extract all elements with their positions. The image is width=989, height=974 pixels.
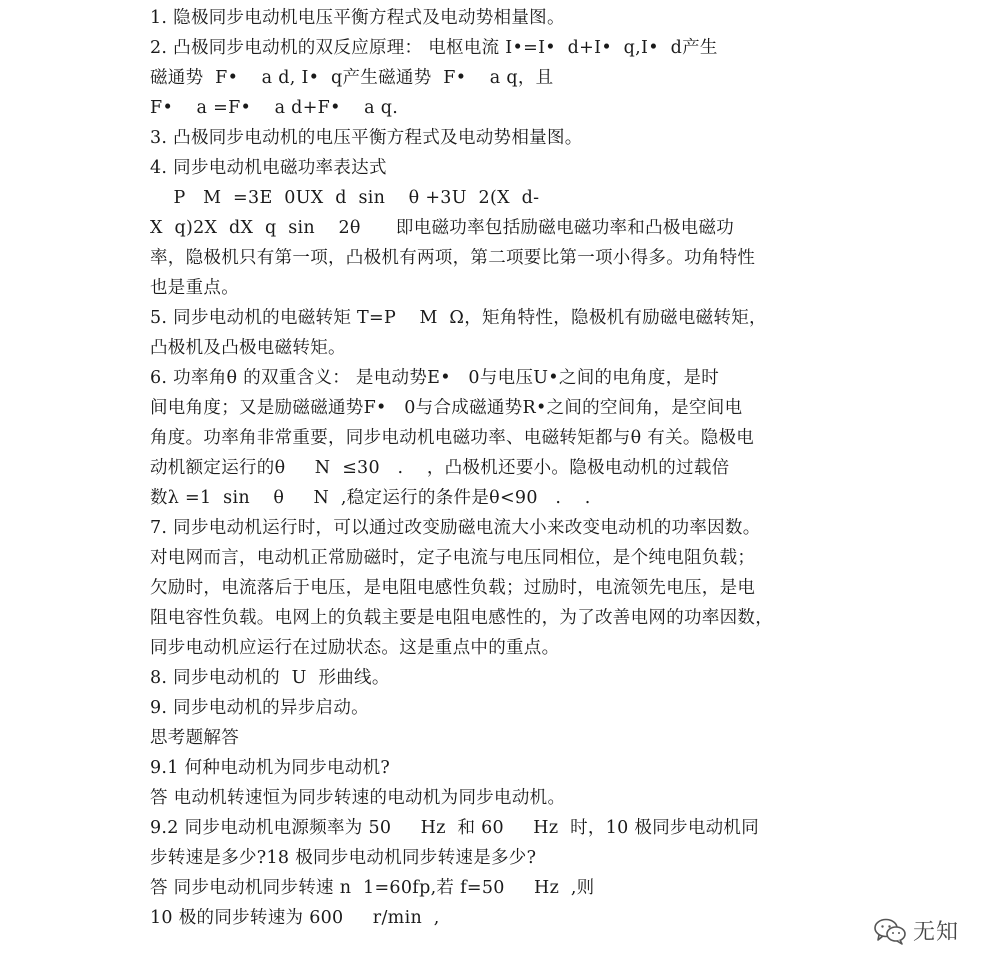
text-line: 9.1 何种电动机为同步电动机?: [150, 758, 391, 778]
text-line: 步转速是多少?18 极同步电动机同步转速是多少?: [150, 848, 537, 868]
text-line: 间电角度；又是励磁磁通势F• 0与合成磁通势R•之间的空间角，是空间电: [150, 398, 743, 418]
watermark-text: 无知: [912, 920, 959, 945]
text-line: 2. 凸极同步电动机的双反应原理： 电枢电流 I•=I• d+I• q,I• d产生: [150, 38, 718, 58]
text-line: 5. 同步电动机的电磁转矩 T=P M Ω，矩角特性，隐极机有励磁电磁转矩，: [150, 308, 767, 328]
text-line: 角度。功率角非常重要，同步电动机电磁功率、电磁转矩都与θ 有关。隐极电: [150, 428, 755, 448]
text-line: 率，隐极机只有第一项，凸极机有两项，第二项要比第一项小得多。功角特性: [150, 248, 756, 268]
text-line: 9.2 同步电动机电源频率为 50 Hz 和 60 Hz 时，10 极同步电动机同: [150, 818, 760, 838]
text-line: 阻电容性负载。电网上的负载主要是电阻电感性的，为了改善电网的功率因数，: [150, 608, 773, 628]
text-line: 磁通势 F• a d, I• q产生磁通势 F• a q，且: [150, 68, 554, 88]
text-line: F• a =F• a d+F• a q.: [150, 98, 399, 118]
text-line: 也是重点。: [150, 278, 239, 298]
text-line: P M =3E 0UX d sin θ +3U 2(X d-: [150, 188, 540, 208]
text-line: X q)2X dX q sin 2θ 即电磁功率包括励磁电磁功率和凸极电磁功: [150, 218, 735, 238]
text-line: 欠励时，电流落后于电压，是电阻电感性负载；过励时，电流领先电压，是电: [150, 578, 756, 598]
text-line: 动机额定运行的θ N ≤30 . ，凸极机还要小。隐极电动机的过载倍: [150, 458, 730, 478]
text-line: 对电网而言，电动机正常励磁时，定子电流与电压同相位，是个纯电阻负载；: [150, 548, 756, 568]
text-line: 1. 隐极同步电动机电压平衡方程式及电动势相量图。: [150, 8, 565, 28]
text-line: 数λ =1 sin θ N ,稳定运行的条件是θ<90 . .: [150, 488, 591, 508]
text-line: 6. 功率角θ 的双重含义： 是电动势E• 0与电压U•之间的电角度，是时: [150, 368, 720, 388]
text-line: 4. 同步电动机电磁功率表达式: [150, 158, 387, 178]
text-line: 7. 同步电动机运行时，可以通过改变励磁电流大小来改变电动机的功率因数。: [150, 518, 761, 538]
text-line: 10 极的同步转速为 600 r/min ,: [150, 908, 440, 928]
text-line: 9. 同步电动机的异步启动。: [150, 698, 369, 718]
text-line: 凸极机及凸极电磁转矩。: [150, 338, 346, 358]
watermark: [873, 915, 959, 946]
section-heading: 思考题解答: [150, 728, 239, 748]
text-line: 答 电动机转速恒为同步转速的电动机为同步电动机。: [150, 788, 566, 808]
text-line: 答 同步电动机同步转速 n 1=60fp,若 f=50 Hz ,则: [150, 878, 595, 898]
wechat-logo-icon: [873, 917, 907, 945]
text-line: 3. 凸极同步电动机的电压平衡方程式及电动势相量图。: [150, 128, 583, 148]
text-line: 8. 同步电动机的 U 形曲线。: [150, 668, 390, 688]
text-line: 同步电动机应运行在过励状态。这是重点中的重点。: [150, 638, 560, 658]
